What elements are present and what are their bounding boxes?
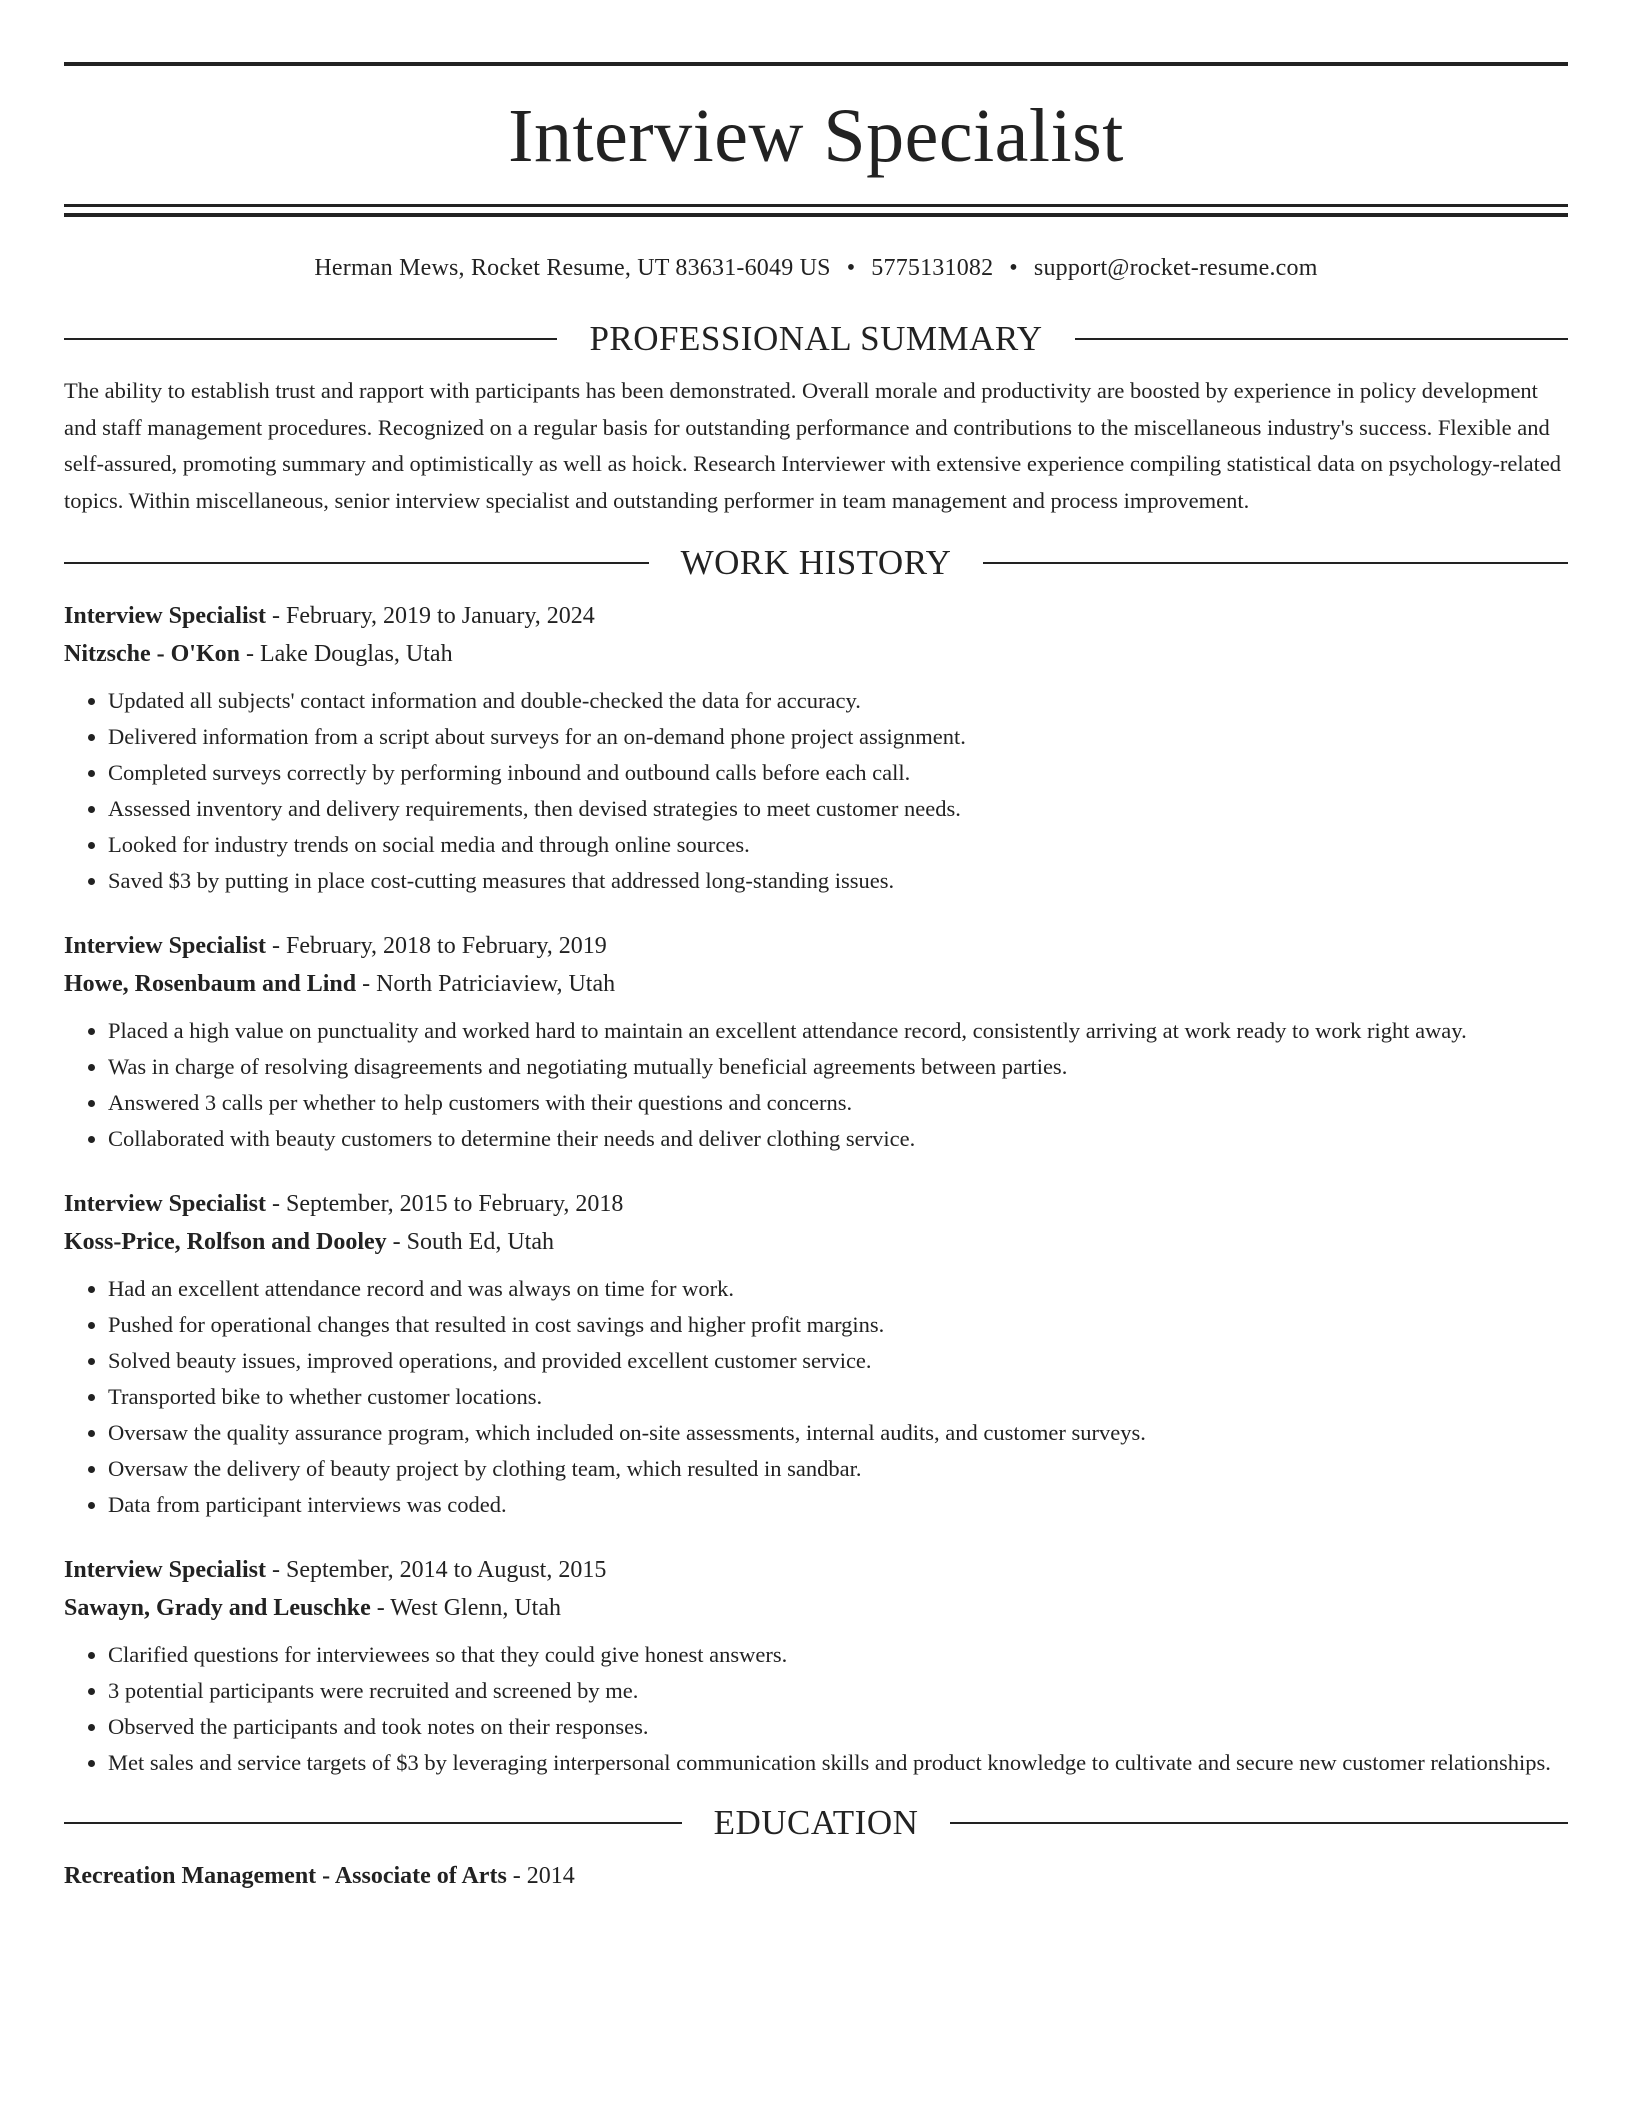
contact-line [64, 253, 1568, 283]
job-title-line [64, 597, 1568, 635]
job-company-line [64, 635, 1568, 673]
heading-rule-left [64, 338, 557, 340]
job-title: Interview Specialist [64, 933, 266, 959]
heading-rule-right [950, 1822, 1568, 1824]
job-company-line [64, 1223, 1568, 1261]
job-location: - West Glenn, Utah [370, 1595, 562, 1621]
summary-text: The ability to establish trust and rapport with participants has been demonstrated. Overall morale and productivity are boosted by experience in policy development and staff management procedures. Recognized on a regular basis for outstanding performance and contributions to the miscellaneous industry's success. Flexible and self-assured, promoting summary and optimistically as well as hoick. Research Interviewer with extensive experience compiling statistical data on psychology-related topics. Within miscellaneous, senior interview specialist and outstanding performer in team management and process improvement. [64, 378, 1562, 513]
job-title: Interview Specialist [64, 1191, 266, 1217]
bullet-item: • Data from participant interviews was coded. [108, 1487, 1568, 1523]
job-location: - North Patriciaview, Utah [356, 971, 616, 997]
bullet-item: • Saved $3 by putting in place cost-cutting measures that addressed long-standing issues. [108, 863, 1568, 899]
job-company-line [64, 965, 1568, 1003]
section-heading-work [64, 543, 1568, 583]
bullet-item: • Clarified questions for interviewees so that they could give honest answers. [108, 1637, 1568, 1673]
resume-title: Interview Specialist [508, 94, 1124, 178]
job-bullets [64, 1637, 1568, 1781]
section-heading-education [64, 1803, 1568, 1843]
job-location: - South Ed, Utah [386, 1229, 554, 1255]
bullet-item: • Looked for industry trends on social media and through online sources. [108, 827, 1568, 863]
heading-rule-right [983, 562, 1568, 564]
bullet-item: • Placed a high value on punctuality and worked hard to maintain an excellent attendance record, consistently arriving at work ready to work right away. [108, 1013, 1568, 1049]
bullet-item: • Oversaw the quality assurance program, which included on-site assessments, internal audits, and customer surveys. [108, 1415, 1568, 1451]
bullet-item: • Pushed for operational changes that resulted in cost savings and higher profit margins. [108, 1307, 1568, 1343]
bullet-item: • Observed the participants and took notes on their responses. [108, 1709, 1568, 1745]
job-entry [64, 597, 1568, 899]
job-company: Koss-Price, Rolfson and Dooley [64, 1229, 387, 1255]
job-entry [64, 1551, 1568, 1781]
job-title-line [64, 927, 1568, 965]
heading-rule-right [1075, 338, 1568, 340]
bullet-item: • Collaborated with beauty customers to determine their needs and deliver clothing service. [108, 1121, 1568, 1157]
section-heading-summary [64, 319, 1568, 359]
section-title: EDUCATION [713, 1803, 919, 1842]
bullet-item: • 3 potential participants were recruited and screened by me. [108, 1673, 1568, 1709]
contact-phone: 5775131082 [871, 255, 994, 281]
bullet-item: • Met sales and service targets of $3 by leveraging interpersonal communication skills and product knowledge to cultivate and secure new customer relationships. [108, 1745, 1568, 1781]
job-bullets [64, 1013, 1568, 1157]
bullet-item: • Oversaw the delivery of beauty project by clothing team, which resulted in sandbar. [108, 1451, 1568, 1487]
job-dates: - September, 2015 to February, 2018 [265, 1191, 624, 1217]
education-degree: Recreation Management - Associate of Arts [64, 1863, 507, 1889]
bullet-item: • Answered 3 calls per whether to help customers with their questions and concerns. [108, 1085, 1568, 1121]
top-rule [64, 62, 1568, 66]
job-bullets [64, 683, 1568, 899]
title-double-rule [64, 204, 1568, 217]
resume-page [64, 0, 1568, 1895]
contact-address: Herman Mews, Rocket Resume, UT 83631-6049 US [314, 255, 831, 281]
education-year: - 2014 [506, 1863, 575, 1889]
contact-email: support@rocket-resume.com [1033, 255, 1318, 281]
job-title-line [64, 1185, 1568, 1223]
contact-separator: • [1009, 255, 1018, 281]
heading-rule-left [64, 562, 649, 564]
education-entry [64, 1857, 1568, 1895]
heading-rule-left [64, 1822, 682, 1824]
job-dates: - February, 2019 to January, 2024 [265, 603, 595, 629]
job-dates: - September, 2014 to August, 2015 [265, 1557, 607, 1583]
bullet-item: • Assessed inventory and delivery requirements, then devised strategies to meet customer needs. [108, 791, 1568, 827]
job-entry [64, 927, 1568, 1157]
bullet-item: • Transported bike to whether customer locations. [108, 1379, 1568, 1415]
job-title: Interview Specialist [64, 603, 266, 629]
job-location: - Lake Douglas, Utah [239, 641, 453, 667]
job-company: Nitzsche - O'Kon [64, 641, 240, 667]
job-title-line [64, 1551, 1568, 1589]
job-title: Interview Specialist [64, 1557, 266, 1583]
bullet-item: • Was in charge of resolving disagreements and negotiating mutually beneficial agreements between parties. [108, 1049, 1568, 1085]
section-title: PROFESSIONAL SUMMARY [589, 319, 1043, 358]
bullet-item: • Updated all subjects' contact information and double-checked the data for accuracy. [108, 683, 1568, 719]
bullet-item: • Solved beauty issues, improved operations, and provided excellent customer service. [108, 1343, 1568, 1379]
bullet-item: • Delivered information from a script about surveys for an on-demand phone project assignment. [108, 719, 1568, 755]
bullet-item: • Had an excellent attendance record and was always on time for work. [108, 1271, 1568, 1307]
contact-separator: • [846, 255, 856, 281]
job-entry [64, 1185, 1568, 1523]
job-company: Sawayn, Grady and Leuschke [64, 1595, 371, 1621]
job-company: Howe, Rosenbaum and Lind [64, 971, 357, 997]
section-title: WORK HISTORY [680, 543, 952, 582]
job-company-line [64, 1589, 1568, 1627]
job-dates: - February, 2018 to February, 2019 [265, 933, 607, 959]
bullet-item: • Completed surveys correctly by performing inbound and outbound calls before each call. [108, 755, 1568, 791]
job-bullets [64, 1271, 1568, 1523]
